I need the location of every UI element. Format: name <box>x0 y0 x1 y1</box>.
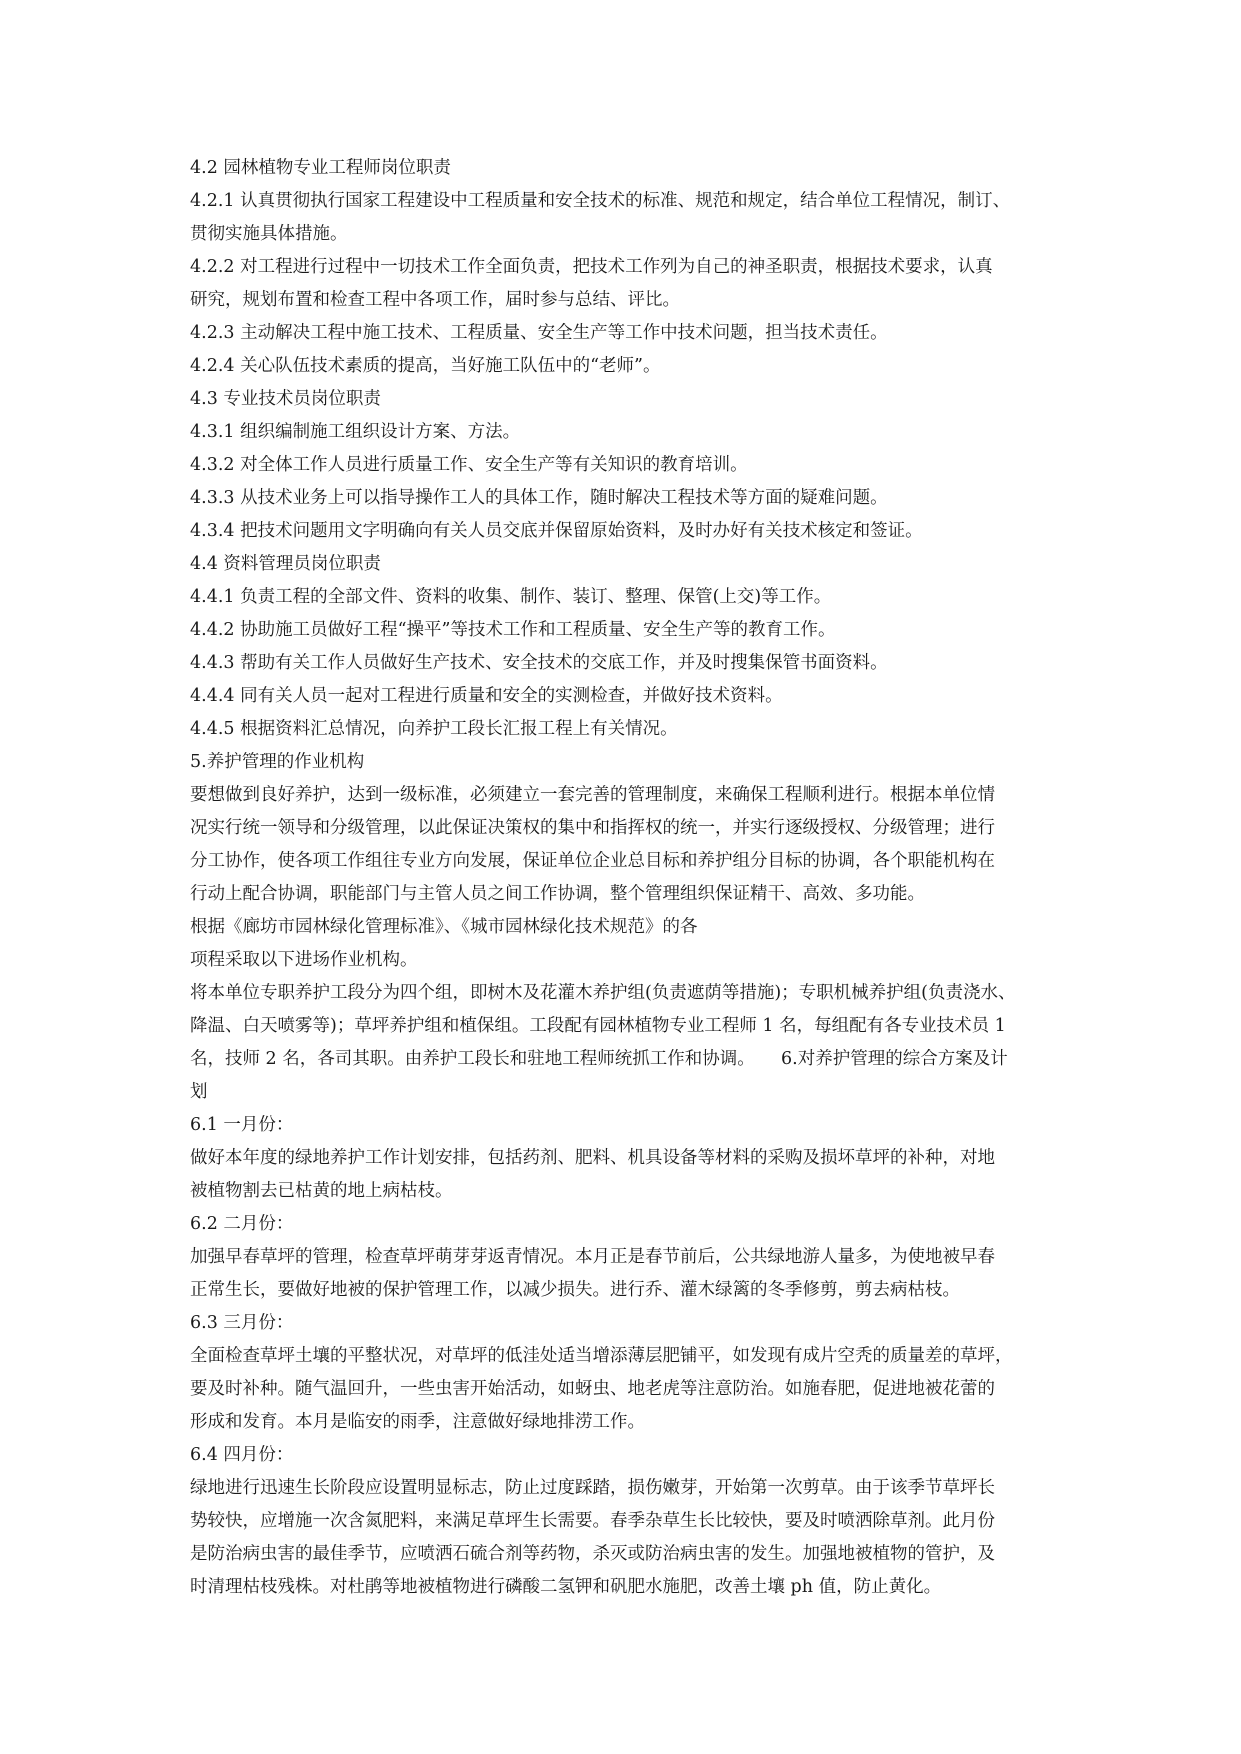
heading-4-2: 4.2 园林植物专业工程师岗位职责 <box>190 158 451 178</box>
paragraph-line: 时清理枯枝残株。对杜鹃等地被植物进行磷酸二氢钾和矾肥水施肥，改善土壤 ph 值，防止黄化。 <box>190 1577 942 1597</box>
paragraph-line: 4.2.3 主动解决工程中施工技术、工程质量、安全生产等工作中技术问题，担当技术责任。 <box>190 323 888 343</box>
paragraph-line: 名，技师 2 名，各司其职。由养护工段长和驻地工程师统抓工作和协调。 6.对养护管理的综合方案及计 <box>190 1049 1008 1069</box>
paragraph-line: 绿地进行迅速生长阶段应设置明显标志，防止过度踩踏，损伤嫩芽，开始第一次剪草。由于该季节草坪长 <box>190 1478 995 1498</box>
paragraph-line: 根据《廊坊市园林绿化管理标准》、《城市园林绿化技术规范》的各 <box>190 917 698 937</box>
paragraph-line: 要想做到良好养护，达到一级标准，必须建立一套完善的管理制度，来确保工程顺利进行。根据本单位情 <box>190 785 995 805</box>
paragraph-line: 划 <box>190 1082 208 1102</box>
paragraph-line: 4.4.2 协助施工员做好工程“操平”等技术工作和工程质量、安全生产等的教育工作。 <box>190 620 836 640</box>
heading-6-2: 6.2 二月份： <box>190 1214 294 1234</box>
paragraph-line: 况实行统一领导和分级管理，以此保证决策权的集中和指挥权的统一，并实行逐级授权、分级管理；进行 <box>190 818 995 838</box>
paragraph-line: 研究，规划布置和检查工程中各项工作，届时参与总结、评比。 <box>190 290 680 310</box>
heading-4-4: 4.4 资料管理员岗位职责 <box>190 554 381 574</box>
paragraph-line: 正常生长，要做好地被的保护管理工作，以减少损失。进行乔、灌木绿篱的冬季修剪，剪去病枯枝。 <box>190 1280 960 1300</box>
paragraph-line: 项程采取以下进场作业机构。 <box>190 950 418 970</box>
heading-5: 5.养护管理的作业机构 <box>190 752 365 772</box>
paragraph-line: 4.3.4 把技术问题用文字明确向有关人员交底并保留原始资料，及时办好有关技术核定和签证。 <box>190 521 923 541</box>
paragraph-line: 加强早春草坪的管理，检查草坪萌芽芽返青情况。本月正是春节前后，公共绿地游人量多，为使地被早春 <box>190 1247 995 1267</box>
paragraph-line: 4.2.2 对工程进行过程中一切技术工作全面负责，把技术工作列为自己的神圣职责，根据技术要求，认真 <box>190 257 993 277</box>
paragraph-line: 分工协作，使各项工作组往专业方向发展，保证单位企业总目标和养护组分目标的协调，各个职能机构在 <box>190 851 995 871</box>
heading-6-4: 6.4 四月份： <box>190 1445 294 1465</box>
paragraph-line: 贯彻实施具体措施。 <box>190 224 348 244</box>
paragraph-line: 4.4.4 同有关人员一起对工程进行质量和安全的实测检查，并做好技术资料。 <box>190 686 783 706</box>
paragraph-line: 形成和发育。本月是临安的雨季，注意做好绿地排涝工作。 <box>190 1412 645 1432</box>
paragraph-line: 4.4.5 根据资料汇总情况，向养护工段长汇报工程上有关情况。 <box>190 719 678 739</box>
paragraph-line: 4.4.1 负责工程的全部文件、资料的收集、制作、装订、整理、保管(上交)等工作。 <box>190 587 832 607</box>
paragraph-line: 是防治病虫害的最佳季节，应喷洒石硫合剂等药物，杀灭或防治病虫害的发生。加强地被植物的管护，及 <box>190 1544 995 1564</box>
paragraph-line: 降温、白天喷雾等)；草坪养护组和植保组。工段配有园林植物专业工程师 1 名，每组配有各专业技术员 1 <box>190 1016 1006 1036</box>
paragraph-line: 4.3.1 组织编制施工组织设计方案、方法。 <box>190 422 521 442</box>
paragraph-line: 被植物割去已枯黄的地上病枯枝。 <box>190 1181 453 1201</box>
paragraph-line: 势较快，应增施一次含氮肥料，来满足草坪生长需要。春季杂草生长比较快，要及时喷洒除草剂。此月份 <box>190 1511 995 1531</box>
heading-6-1: 6.1 一月份： <box>190 1115 294 1135</box>
paragraph-line: 行动上配合协调，职能部门与主管人员之间工作协调，整个管理组织保证精干、高效、多功能。 <box>190 884 925 904</box>
paragraph-line: 4.4.3 帮助有关工作人员做好生产技术、安全技术的交底工作，并及时搜集保管书面资料。 <box>190 653 888 673</box>
paragraph-line: 4.2.4 关心队伍技术素质的提高，当好施工队伍中的“老师”。 <box>190 356 661 376</box>
paragraph-line: 4.2.1 认真贯彻执行国家工程建设中工程质量和安全技术的标准、规范和规定，结合单位工程情况，制订、 <box>190 191 1011 211</box>
document-body <box>190 152 1070 1604</box>
heading-6-3: 6.3 三月份： <box>190 1313 294 1333</box>
paragraph-line: 做好本年度的绿地养护工作计划安排，包括药剂、肥料、机具设备等材料的采购及损坏草坪的补种，对地 <box>190 1148 995 1168</box>
paragraph-line: 将本单位专职养护工段分为四个组，即树木及花灌木养护组(负责遮荫等措施)；专职机械养护组(负责浇水、 <box>190 983 1016 1003</box>
paragraph-line: 全面检查草坪土壤的平整状况，对草坪的低洼处适当增添薄层肥铺平，如发现有成片空秃的质量差的草坪， <box>190 1346 1013 1366</box>
paragraph-line: 4.3.3 从技术业务上可以指导操作工人的具体工作，随时解决工程技术等方面的疑难问题。 <box>190 488 888 508</box>
heading-4-3: 4.3 专业技术员岗位职责 <box>190 389 381 409</box>
paragraph-line: 要及时补种。随气温回升，一些虫害开始活动，如蚜虫、地老虎等注意防治。如施春肥，促进地被花蕾的 <box>190 1379 995 1399</box>
paragraph-line: 4.3.2 对全体工作人员进行质量工作、安全生产等有关知识的教育培训。 <box>190 455 748 475</box>
